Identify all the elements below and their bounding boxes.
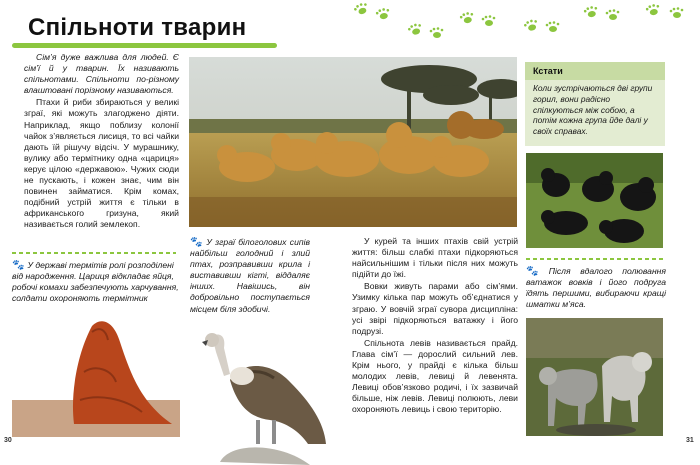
page-number-left: 30 <box>4 437 12 444</box>
vulture-caption <box>190 237 310 315</box>
page-number-right: 31 <box>686 437 694 444</box>
termite-mound-photo <box>12 312 180 437</box>
paw-icon: 🐾 <box>12 260 25 271</box>
wolves-photo <box>526 318 663 436</box>
wolf-caption <box>526 266 666 310</box>
gorillas-photo <box>526 153 663 248</box>
lions-photo <box>189 57 517 227</box>
divider-line <box>12 252 176 254</box>
middle-paragraph-1: У курей та інших птахів свій устрій життя: більш слабкі птахи підкоряються найсильнішим і тільки після них можуть підійти до їжі. <box>352 236 518 280</box>
paw-track-decoration <box>350 2 700 42</box>
divider-line <box>526 258 664 260</box>
left-text-column <box>24 52 179 232</box>
paw-track-icon <box>350 2 700 42</box>
paw-icon: 🐾 <box>526 266 546 277</box>
page-title: Спільноти тварин <box>28 14 247 41</box>
middle-text-column <box>352 236 518 417</box>
termite-caption <box>12 260 180 304</box>
intro-paragraph: Сім’я дуже важлива для людей. Є сім’ї й у тварин. Їх називають спільнотами. Спільноти по-різному влаштовані порізному називаються. <box>24 52 179 96</box>
fact-box-text: Коли зустрічаються дві групи горил, вони радісно спілкуються між собою, а потім кожна група йде далі у своїх справах. <box>533 83 653 137</box>
middle-paragraph-2: Вовки живуть парами або сім’ями. Узимку кілька пар можуть об’єднатися у зграю. У вовчій зграї сувора дисципліна: усі звірі підкоряються ватажку і його подрузі. <box>352 281 518 336</box>
wolf-caption-text: Після вдалого полювання ватажок вовків і його подруга їдять першими, вибираючи кращі шматки м’яса. <box>526 266 666 310</box>
fact-box <box>525 62 665 146</box>
termite-caption-text: У державі термітів ролі розподілені від народження. Цариця відкладає яйця, робочі комахи забезпечують харчування, солдати охороняють термітник <box>12 260 179 304</box>
middle-paragraph-3: Спільнота левів називається прайд. Глава сім’ї — дорослий сильний лев. Крім нього, у прайді є кілька більш молодих левів, левиці й левенята. Левиці обов’язково родичі, і їх зазвичай більше, ніж левів. Левиці полюють, леви охороняють левиць і свою територію. <box>352 337 518 415</box>
paw-icon: 🐾 <box>190 237 204 248</box>
vulture-caption-text: У зграї білоголових сипів найбільш голодний і злий птах, розправивши крила і виставивши кігті, віддаляє інших. Навішись, він добровільно поступається місцем біля здобичі. <box>190 237 310 314</box>
left-paragraph-1: Птахи й риби збираються у великі зграї, які можуть злагоджено діяти. Наприклад, якщо поблизу колонії чайок з’являється лисиця, то всі чайки дають їй рішучу відсіч. У мурашнику, вулику або термітнику одна «цариця» керує цілою «державою». Чужих сюди не пускають, і кожен знає, чим він повинен займатися. Крім комах, подібний устрій життя є тільки в африканського гризуна, який називається голий землекоп. <box>24 97 179 230</box>
title-underline <box>12 43 277 48</box>
vulture-photo <box>190 322 340 465</box>
fact-box-heading: Кстати <box>525 62 665 80</box>
